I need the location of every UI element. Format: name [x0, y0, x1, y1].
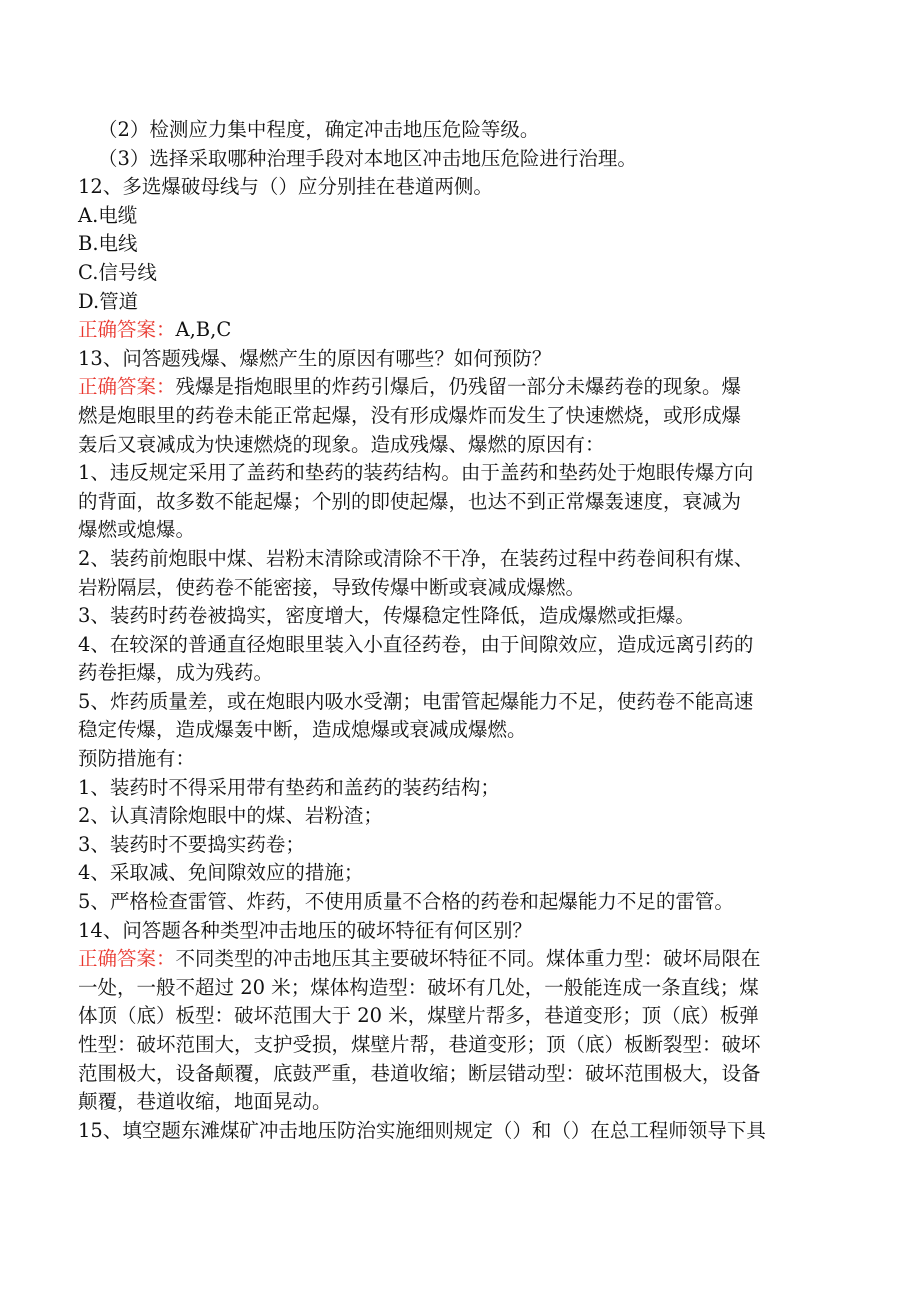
answer-14-line: 体顶（底）板型：破坏范围大于 20 米，煤壁片帮多，巷道变形；顶（底）板弹	[78, 1004, 759, 1028]
answer-13-line	[78, 373, 828, 402]
question-15: 15、填空题东滩煤矿冲击地压防治实施细则规定（）和（）在总工程师领导下具	[78, 1118, 766, 1142]
answer-13-line: 药卷拒爆，成为残药。	[78, 661, 274, 685]
question-13: 13、问答题残爆、爆燃产生的原因有哪些？如何预防？	[78, 346, 552, 370]
answer-13-line: 1、违反规定采用了盖药和垫药的装药结构。由于盖药和垫药处于炮眼传爆方向	[78, 461, 754, 485]
answer-13-line: 4、在较深的普通直径炮眼里装入小直径药卷，由于间隙效应，造成远离引药的	[78, 632, 754, 656]
answer-value: A,B,C	[175, 318, 232, 342]
question-12: 12、多选爆破母线与（）应分别挂在巷道两侧。	[78, 175, 493, 199]
answer-label: 正确答案：	[78, 318, 176, 342]
answer-13-line: 4、采取减、免间隙效应的措施；	[78, 861, 364, 885]
answer-13-line: 预防措施有：	[78, 747, 196, 771]
answer-13-line: 稳定传爆，造成爆轰中断，造成熄爆或衰减成爆燃。	[78, 718, 527, 742]
answer-13-line: 燃是炮眼里的药卷未能正常起爆，没有形成爆炸而发生了快速燃烧，或形成爆	[78, 403, 742, 427]
answer-label: 正确答案：	[78, 375, 176, 399]
document-page	[78, 116, 828, 1145]
answer-text: 不同类型的冲击地压其主要破坏特征不同。煤体重力型：破坏局限在	[175, 947, 761, 971]
answer-13-line: 岩粉隔层，使药卷不能密接，导致传爆中断或衰减成爆燃。	[78, 575, 586, 599]
answer-14-line	[78, 945, 828, 974]
answer-13-line: 5、严格检查雷管、炸药，不使用质量不合格的药卷和起爆能力不足的雷管。	[78, 890, 734, 914]
answer-13-line: 1、装药时不得采用带有垫药和盖药的装药结构；	[78, 775, 500, 799]
option-b: B.电线	[78, 232, 138, 256]
option-a: A.电缆	[78, 203, 138, 227]
answer-14-line: 颠覆，巷道收缩，地面晃动。	[78, 1090, 332, 1114]
answer-13-line: 2、认真清除炮眼中的煤、岩粉渣；	[78, 804, 383, 828]
answer-12	[78, 316, 828, 345]
answer-14-line: 一处，一般不超过 20 米；煤体构造型：破坏有几处，一般能连成一条直线；煤	[78, 975, 759, 999]
answer-13-line: 轰后又衰减成为快速燃烧的现象。造成残爆、爆燃的原因有：	[78, 432, 605, 456]
text-line: （2）检测应力集中程度，确定冲击地压危险等级。	[98, 118, 540, 141]
answer-text: 残爆是指炮眼里的炸药引爆后，仍残留一部分未爆药卷的现象。爆	[175, 375, 742, 399]
answer-14-line: 性型：破坏范围大，支护受损，煤壁片帮，巷道变形；顶（底）板断裂型：破坏	[78, 1033, 761, 1056]
answer-13-line: 3、装药时药卷被捣实，密度增大，传爆稳定性降低，造成爆燃或拒爆。	[78, 604, 695, 628]
option-c: C.信号线	[78, 260, 157, 284]
answer-13-line: 2、装药前炮眼中煤、岩粉末清除或清除不干净，在装药过程中药卷间积有煤、	[78, 546, 754, 570]
answer-13-line: 3、装药时不要捣实药卷；	[78, 832, 305, 856]
text-line: （3）选择采取哪种治理手段对本地区冲击地压危险进行治理。	[98, 146, 637, 170]
answer-13-line: 爆燃或熄爆。	[78, 518, 196, 542]
option-d: D.管道	[78, 289, 139, 313]
answer-13-line: 5、炸药质量差，或在炮眼内吸水受潮；电雷管起爆能力不足，使药卷不能高速	[78, 689, 754, 713]
answer-label: 正确答案：	[78, 947, 176, 971]
answer-13-line: 的背面，故多数不能起爆；个别的即使起爆，也达不到正常爆轰速度，衰减为	[78, 489, 742, 513]
answer-14-line: 范围极大，设备颠覆，底鼓严重，巷道收缩；断层错动型：破坏范围极大，设备	[78, 1061, 761, 1085]
question-14: 14、问答题各种类型冲击地压的破坏特征有何区别？	[78, 918, 532, 942]
